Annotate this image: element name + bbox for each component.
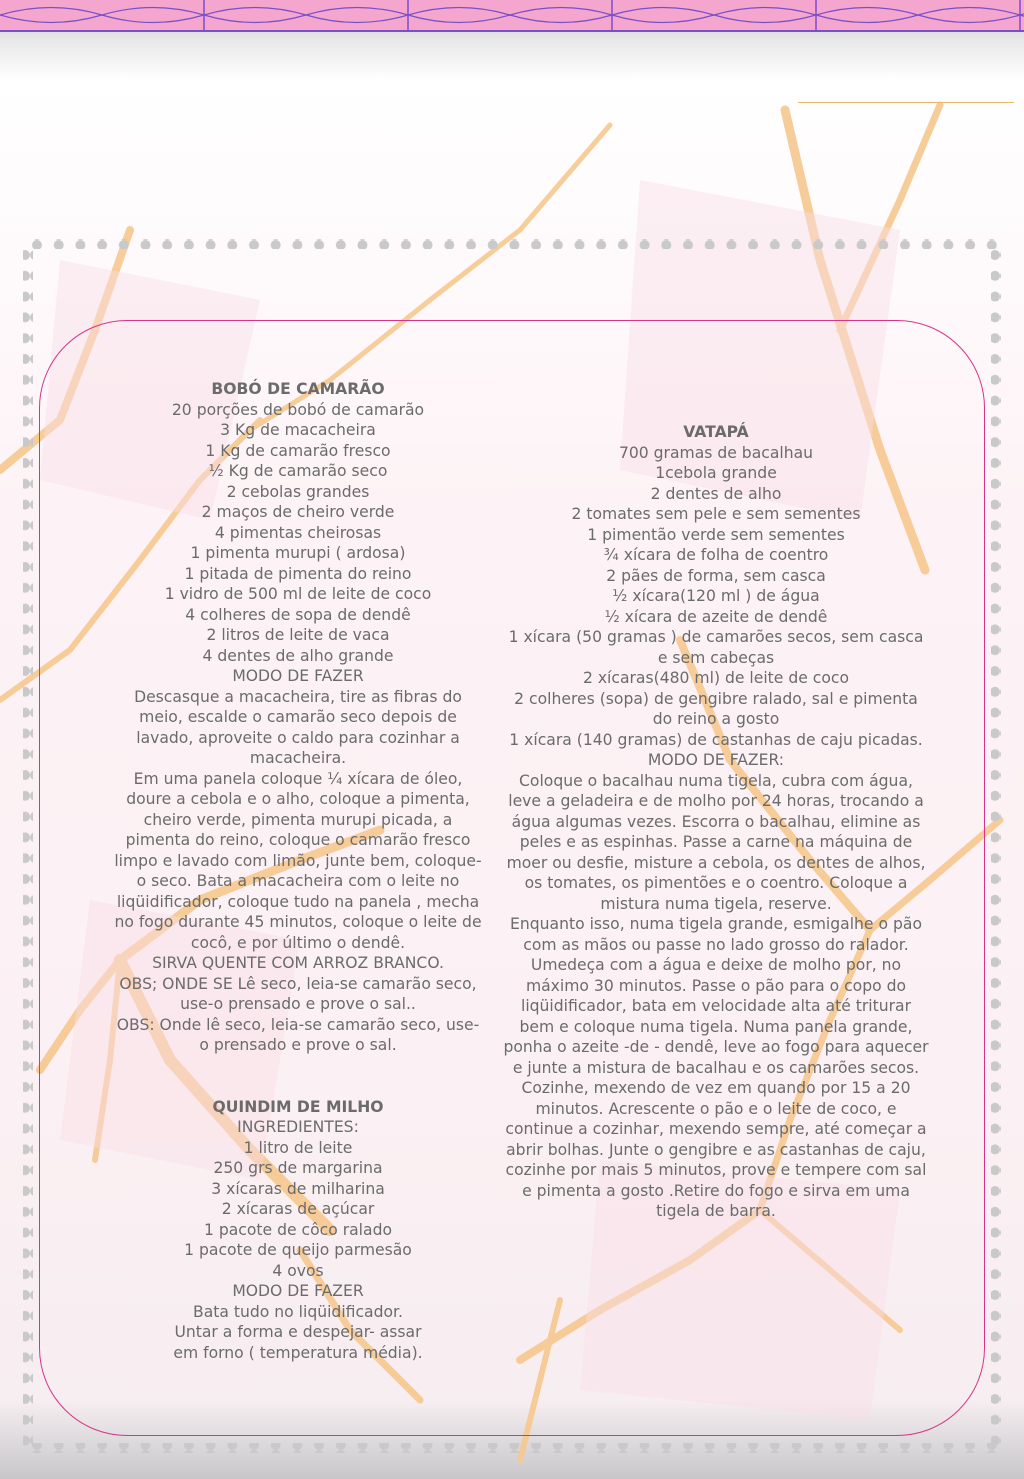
- method-paragraph: Coloque o bacalhau numa tigela, cubra com água, leve a geladeira e de molho por 24 horas, trocando a água algumas vezes. Escorra o bacalhau, elimine as peles e as espinhas. Passe a carne na máquina de moer ou desfie, misture a cebola, os dentes de alhos, os tomates, os pimentões e o coentro. Coloque a mistura numa tigela, reserve.: [506, 771, 926, 913]
- ingredient-line: 2 maços de cheiro verde: [201, 503, 395, 521]
- method-heading: MODO DE FAZER:: [647, 751, 785, 769]
- ingredient-line: ¾ xícara de folha de coentro: [603, 546, 829, 564]
- recipe-title: BOBÓ DE CAMARÃO: [211, 380, 385, 398]
- recipe-bobo-de-camarao: [112, 379, 484, 1056]
- method-heading: MODO DE FAZER: [232, 1282, 364, 1300]
- ingredient-line: 2 tomates sem pele e sem sementes: [571, 505, 861, 523]
- recipe-quindim-de-milho: [112, 1097, 484, 1364]
- ingredient-line: 1 pimentão verde sem sementes: [587, 525, 845, 544]
- serving-note: SIRVA QUENTE COM ARROZ BRANCO.: [152, 954, 444, 972]
- method-paragraph: Descasque a macacheira, tire as fibras do meio, escalde o camarão seco depois de lavado, aproveite o caldo para cozinhar a macacheira.: [134, 687, 462, 767]
- method-line: Untar a forma e despejar- assar: [174, 1323, 422, 1341]
- recipe-title: QUINDIM DE MILHO: [212, 1097, 384, 1116]
- ingredient-line: 1 xícara (50 gramas ) de camarões secos, sem casca e sem cabeças: [508, 628, 924, 667]
- ingredient-line: 700 gramas de bacalhau: [618, 443, 814, 462]
- right-column: [503, 422, 929, 1222]
- ingredient-line: 2 litros de leite de vaca: [206, 626, 390, 644]
- ingredient-line: 2 colheres (sopa) de gengibre ralado, sal e pimenta do reino a gosto: [514, 689, 918, 728]
- ingredient-line: 1 Kg de camarão fresco: [205, 441, 391, 460]
- ingredient-line: 2 xícaras de açúcar: [221, 1200, 375, 1218]
- ingredient-line: 250 grs de margarina: [213, 1159, 383, 1177]
- ingredient-line: 20 porções de bobó de camarão: [171, 400, 425, 419]
- ingredient-line: 4 dentes de alho grande: [202, 646, 394, 665]
- section-spacer: [112, 1056, 484, 1097]
- recipe-vatapa: [503, 422, 929, 1222]
- ingredient-line: 2 cebolas grandes: [226, 482, 370, 501]
- ingredient-line: 1 litro de leite: [243, 1138, 353, 1157]
- ingredient-line: ½ xícara de azeite de dendê: [604, 607, 828, 626]
- ingredient-line: 2 pães de forma, sem casca: [606, 566, 826, 585]
- ingredient-line: 3 xícaras de milharina: [211, 1179, 385, 1198]
- method-line: em forno ( temperatura média).: [173, 1343, 423, 1362]
- ingredient-line: 2 dentes de alho: [650, 484, 782, 503]
- header-wave-pattern: [0, 0, 1024, 30]
- ingredient-line: 4 pimentas cheirosas: [214, 523, 382, 542]
- ingredient-line: 1 vidro de 500 ml de leite de coco: [164, 585, 432, 603]
- ingredient-line: 2 xícaras(480 ml) de leite de coco: [582, 669, 850, 687]
- ingredient-line: 4 colheres de sopa de dendê: [185, 605, 411, 624]
- ingredient-line: 3 Kg de macacheira: [220, 421, 376, 439]
- ingredient-line: 1 pimenta murupi ( ardosa): [190, 544, 406, 562]
- method-line: Bata tudo no liqüidificador.: [193, 1302, 403, 1321]
- left-column: [112, 379, 484, 1363]
- method-paragraph: Enquanto isso, numa tigela grande, esmigalhe o pão com as mãos ou passe no lado grosso do ralador. Umedeça com a água e deixe de molho por, no máximo 30 minutos. Passe o pão para o copo do liqüidificador, bata em velocidade alta até triturar bem e coloque numa tigela. Numa panela grande, ponha o azeite -de - dendê, leve ao fogo para aquecer e junte a mistura de bacalhau e os camarões secos. Cozinhe, mexendo de vez em quando por 15 a 20 minutos. Acrescente o pão e o leite de coco, e continue a cozinhar, mexendo sempre, até começar a abrir bolhas. Junte o gengibre e as castanhas de caju, cozinhe por mais 5 minutos, prove e tempere com sal e pimenta a gosto .Retire do fogo e sirva em uma tigela de barra.: [503, 915, 929, 1220]
- ingredient-line: 1 pitada de pimenta do reino: [184, 564, 412, 583]
- method-paragraph: Em uma panela coloque ¼ xícara de óleo, doure a cebola e o alho, coloque a pimenta, cheiro verde, pimenta murupi picada, a pimenta do reino, coloque o camarão fresco limpo e lavado com limão, junte bem, coloque-o seco. Bata a macacheira com o leite no liqüidificador, coloque tudo na panela , mecha no fogo durante 45 minutos, coloque o leite de cocô, e por último o dendê.: [114, 769, 482, 952]
- ingredient-line: 1 pacote de côco ralado: [203, 1220, 393, 1239]
- obs-note: OBS; ONDE SE Lê seco, leia-se camarão seco, use-o prensado e prove o sal..: [119, 974, 477, 1013]
- ingredient-line: ½ xícara(120 ml ) de água: [612, 587, 820, 605]
- recipe-title: VATAPÁ: [683, 423, 749, 441]
- ingredients-heading: INGREDIENTES:: [237, 1118, 359, 1136]
- ingredient-line: 1 xícara (140 gramas) de castanhas de caju picadas.: [509, 730, 923, 749]
- ingredient-line: 4 ovos: [272, 1261, 324, 1280]
- decorative-header-band: [0, 0, 1024, 32]
- ingredient-line: 1cebola grande: [655, 464, 777, 482]
- method-heading: MODO DE FAZER: [232, 667, 364, 685]
- ingredient-line: ½ Kg de camarão seco: [208, 462, 388, 480]
- obs-note: OBS: Onde lê seco, leia-se camarão seco, use-o prensado e prove o sal.: [116, 1015, 480, 1054]
- ingredient-line: 1 pacote de queijo parmesão: [184, 1241, 412, 1259]
- decorative-rule: [798, 102, 1014, 103]
